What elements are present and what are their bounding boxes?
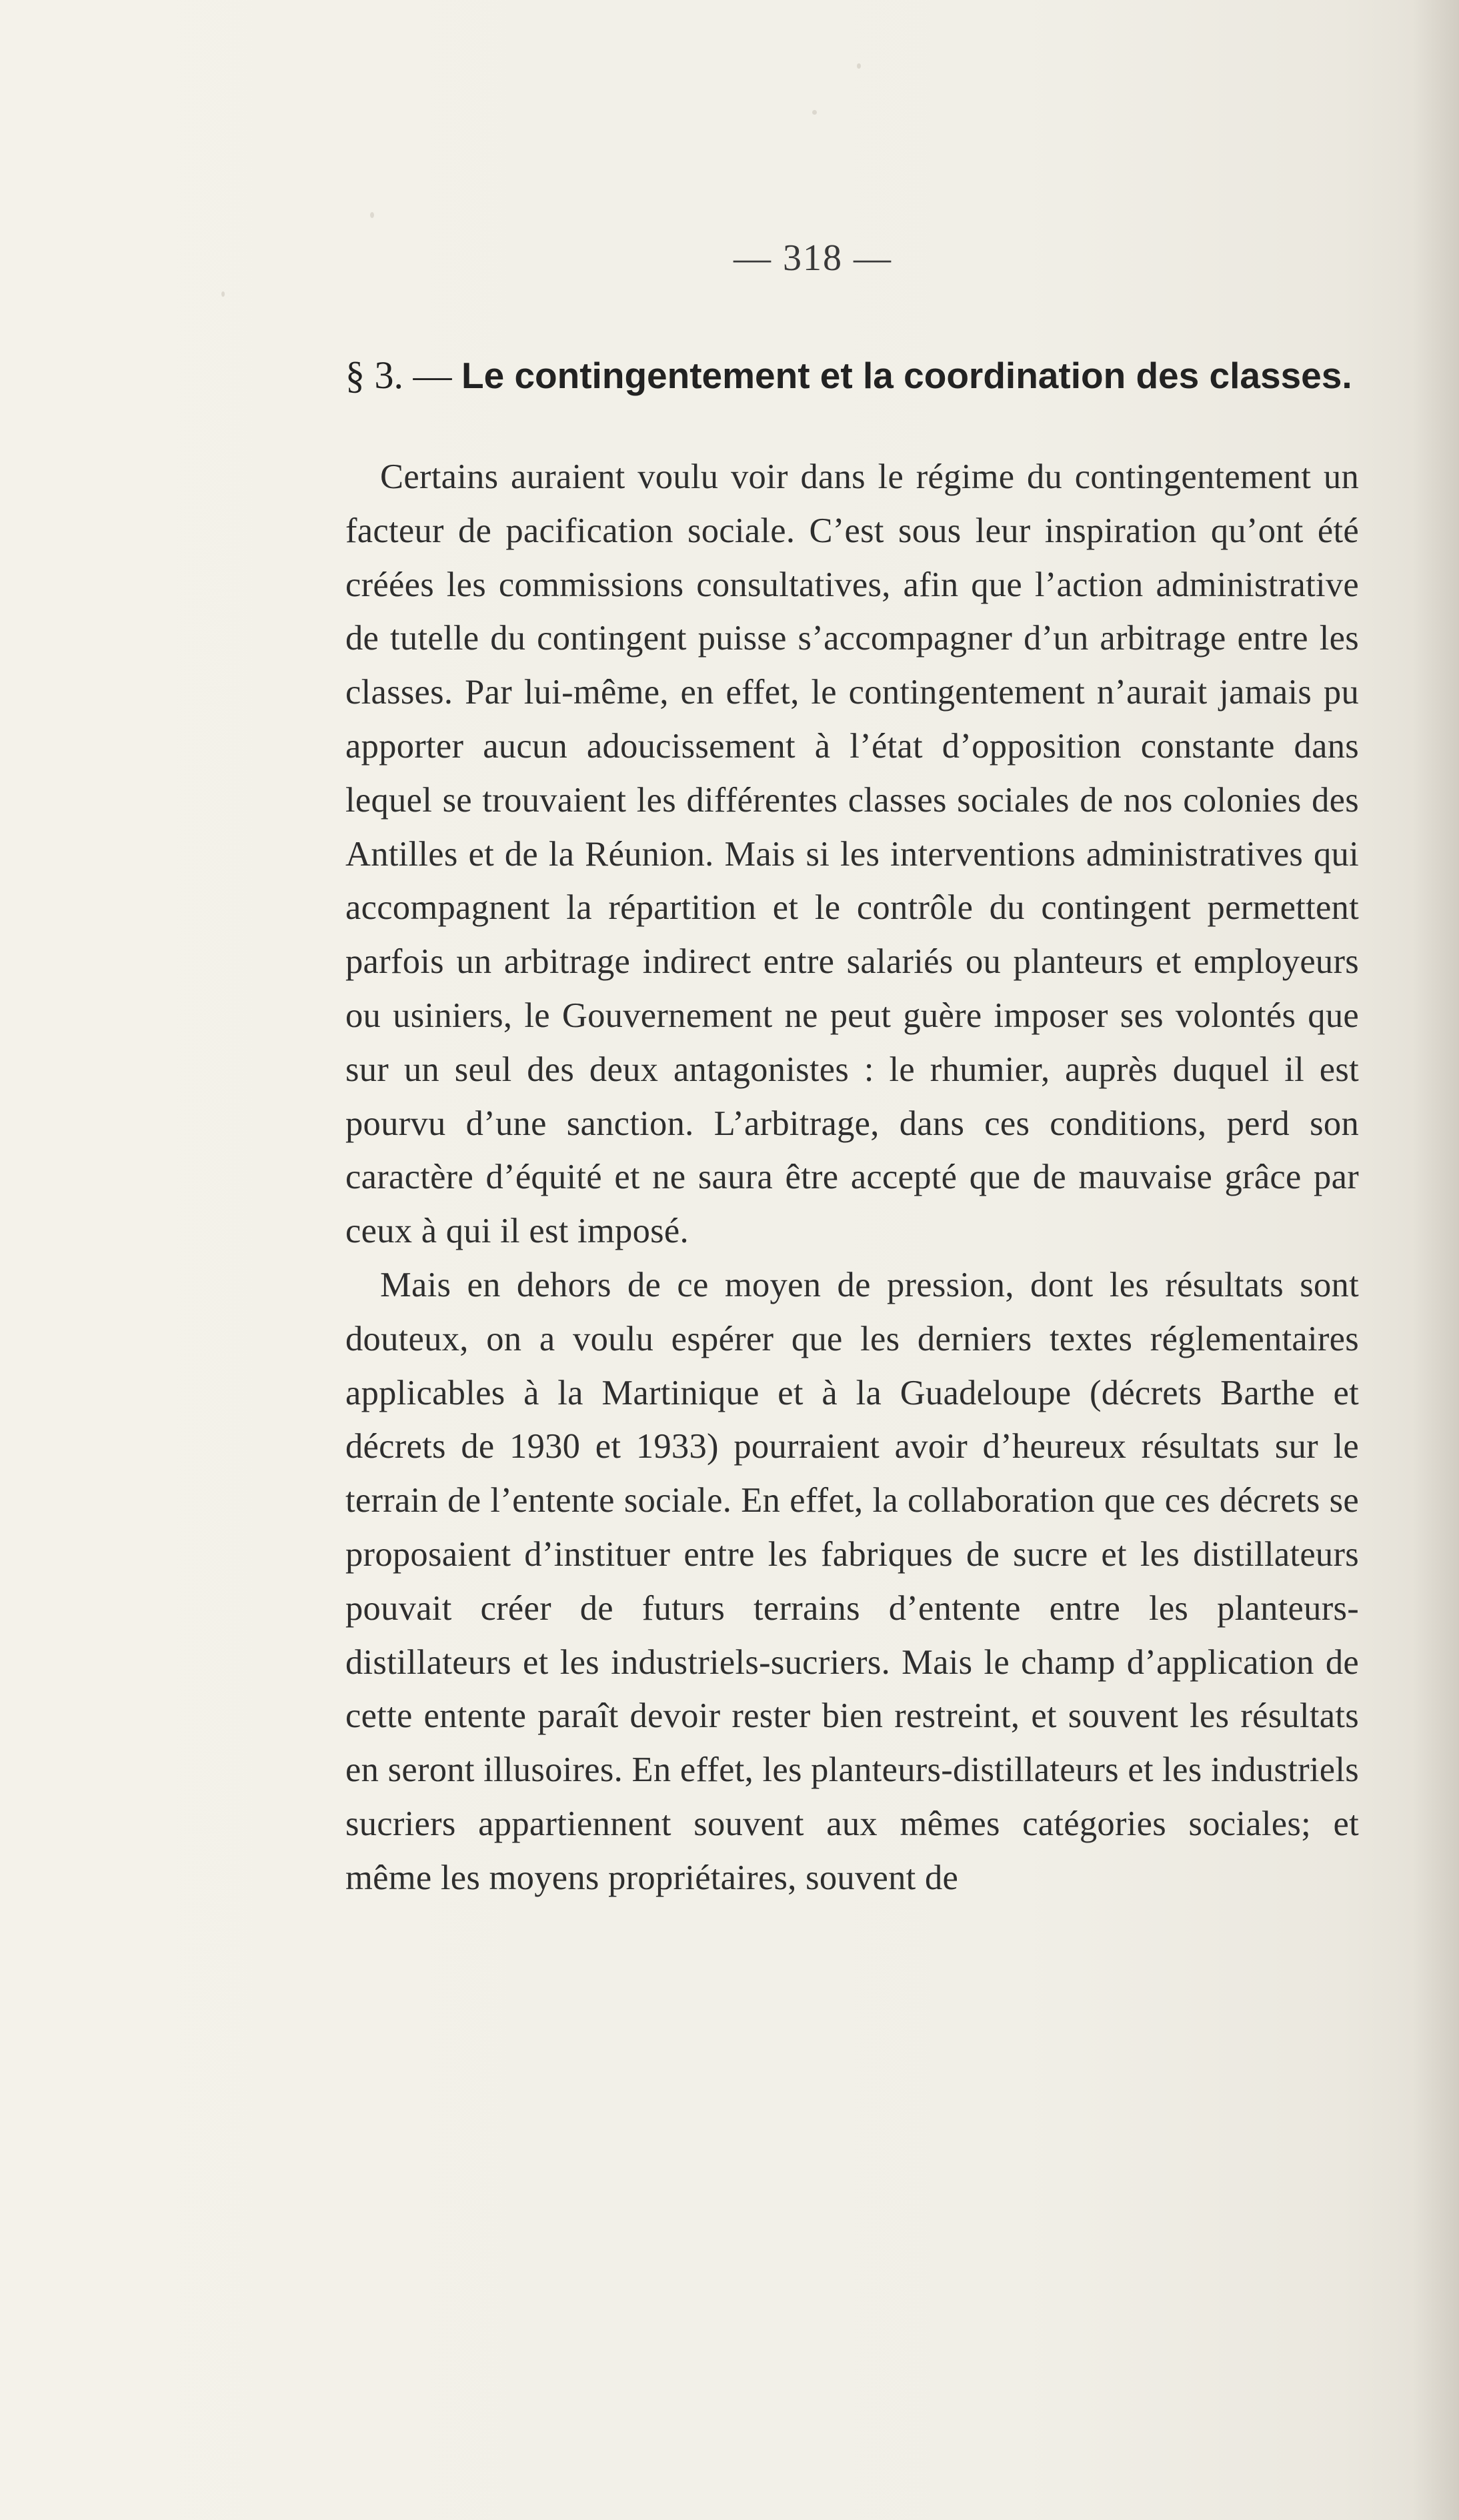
paper-speck (370, 212, 374, 218)
section-title: Le contingentement et la coordination des classes. (461, 355, 1352, 396)
section-sign: § 3. — (345, 353, 452, 397)
paper-speck (857, 63, 861, 69)
page-edge-shadow (1412, 0, 1459, 2520)
paragraph: Mais en dehors de ce moyen de pression, dont les résultats sont douteux, on a voulu espérer que les derniers textes réglementaires applicables à la Martinique et à la Guadeloupe (décrets Barthe et décrets de 1930 et 1933) pourraient avoir d’heureux résultats sur le terrain de l’entente sociale. En effet, la collaboration que ces décrets se proposaient d’instituer entre les fabriques de sucre et les distillateurs pouvait créer de futurs terrains d’entente entre les planteurs-distillateurs et les industriels-sucriers. Mais le champ d’application de cette entente paraît devoir rester bien restreint, et souvent les résultats en seront illusoires. En effet, les planteurs-distillateurs et les industriels sucriers appartiennent souvent aux mêmes catégories sociales; et même les moyens propriétaires, souvent de (345, 1265, 1359, 1897)
paragraph: Certains auraient voulu voir dans le régime du contingentement un facteur de pacification sociale. C’est sous leur inspiration qu’ont été créées les commissions consultatives, afin que l’action administrative de tutelle du contingent puisse s’accompagner d’un arbitrage entre les classes. Par lui-même, en effet, le contingentement n’aurait jamais pu apporter aucun adoucissement à l’état d’opposition constante dans lequel se trouvaient les différentes classes sociales de nos colonies des Antilles et de la Réunion. Mais si les interventions administratives qui accompagnent la répartition et le contrôle du contingent permettent parfois un arbitrage indirect entre salariés ou planteurs et employeurs ou usiniers, le Gouvernement ne peut guère imposer ses volontés que sur un seul des deux antagonistes : le rhumier, auprès duquel il est pourvu d’une sanction. L’arbitrage, dans ces conditions, perd son caractère d’équité et ne saura être accepté que de mauvaise grâce par ceux à qui il est imposé. (345, 457, 1359, 1251)
paper-speck (812, 110, 817, 115)
page-number: — 318 — (734, 237, 892, 279)
paper-speck (221, 291, 225, 297)
section-heading (345, 347, 1359, 404)
body-text (345, 450, 1359, 1905)
